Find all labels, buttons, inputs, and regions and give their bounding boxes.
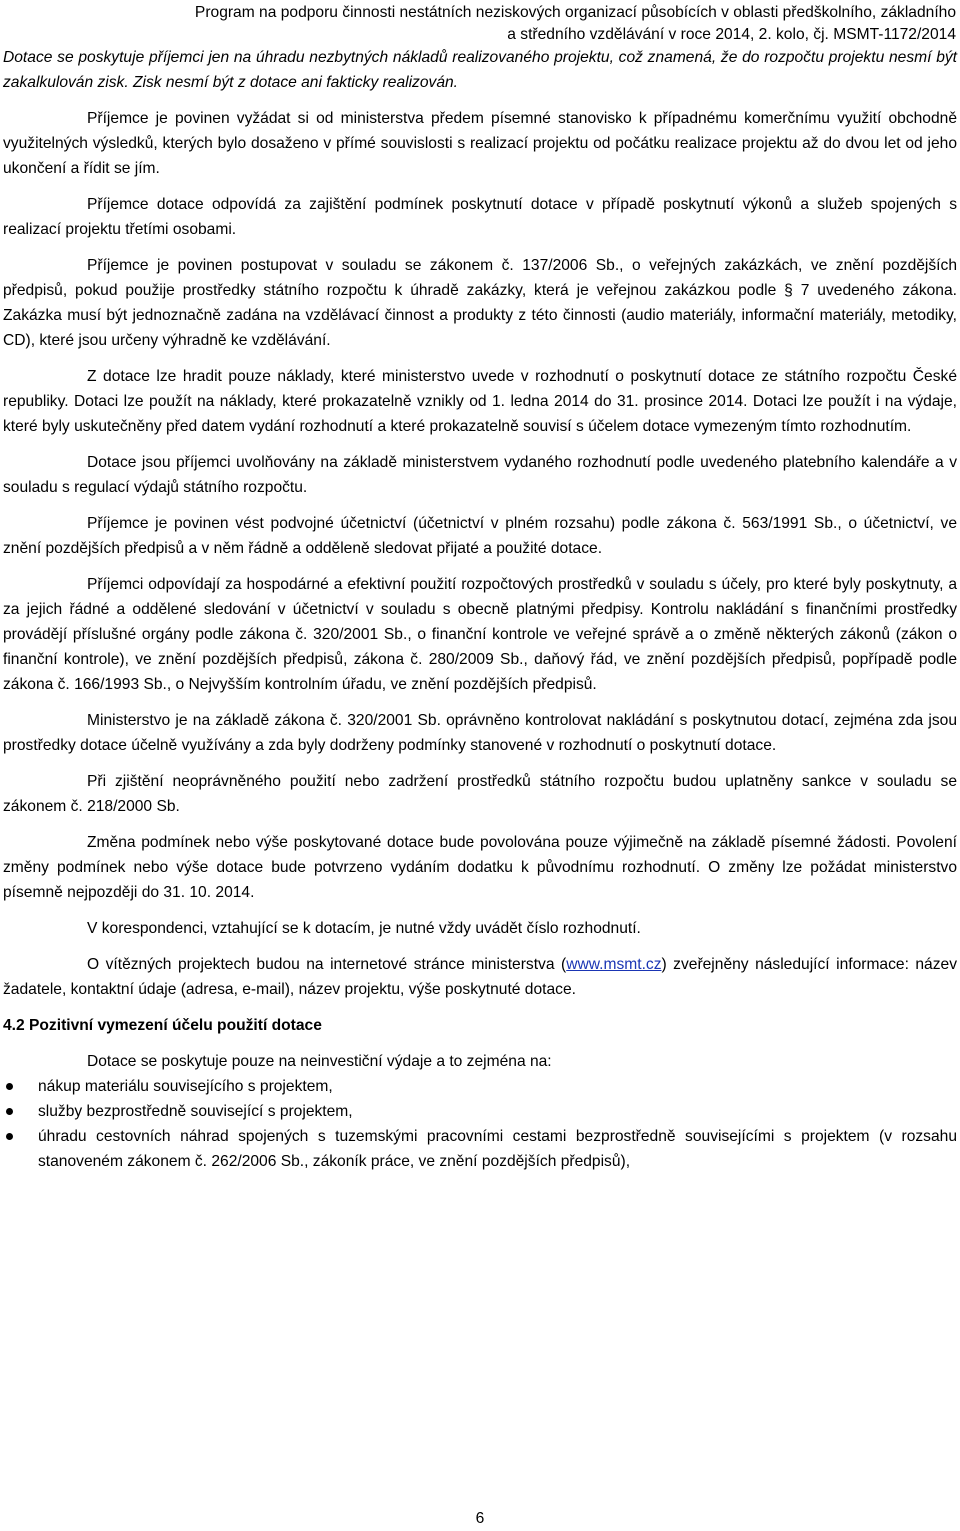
bullet-icon <box>6 1133 13 1140</box>
paragraph-profit-note: Dotace se poskytuje příjemci jen na úhradu nezbytných nákladů realizovaného projektu, což znamená, že do rozpočtu projektu nesmí být zakalkulován zisk. Zisk nesmí být z dotace ani fakticky realizován. <box>3 49 957 91</box>
paragraph-public-procurement: Příjemce je povinen postupovat v souladu se zákonem č. 137/2006 Sb., o veřejných zakázkách, ve znění pozdějších předpisů, pokud použije prostředky státního rozpočtu k úhradě zakázky, která je veřejnou zakázkou podle § 7 uvedeného zákona. Zakázka musí být jednoznačně zadána na vzdělávací činnost a produkty z této činnosti (audio materiály, informační materiály, metodiky, CD), které jsou určeny výhradně ke vzdělávání. <box>3 257 957 349</box>
paragraph-publication <box>3 952 957 1002</box>
paragraph-ministry-control: Ministerstvo je na základě zákona č. 320/2001 Sb. oprávněno kontrolovat nakládání s poskytnutou dotací, zejména zda jsou prostředky dotace účelně využívány a zda byly dodrženy podmínky stanovené v rozhodnutí o poskytnutí dotace. <box>3 712 957 754</box>
list-item <box>3 1099 957 1124</box>
list-item <box>3 1074 957 1099</box>
paragraph-accounting: Příjemce je povinen vést podvojné účetnictví (účetnictví v plném rozsahu) podle zákona č. 563/1991 Sb., o účetnictví, ve znění pozdějších předpisů a v něm řádně a odděleně sledovat přijaté a použité dotace. <box>3 515 957 557</box>
paragraph-changes: Změna podmínek nebo výše poskytované dotace bude povolována pouze výjimečně na základě písemné žádosti. Povolení změny podmínek nebo výše dotace bude potvrzeno vydáním dodatku k původnímu rozhodnutí. O změny lze požádat ministerstvo písemně nejpozději do 31. 10. 2014. <box>3 834 957 901</box>
page-header <box>16 2 956 46</box>
header-line-1: Program na podporu činnosti nestátních neziskových organizací působících v oblasti předškolního, základního <box>194 4 956 21</box>
paragraph-eligible-costs: Z dotace lze hradit pouze náklady, které ministerstvo uvede v rozhodnutí o poskytnutí dotace ze státního rozpočtu České republiky. Dotaci lze použít na náklady, které prokazatelně vznikly od 1. ledna 2014 do 31. prosince 2014. Dotaci lze použít i na výdaje, které byly uskutečněny před datem vydání rozhodnutí a které prokazatelně souvisí s účelem dotace vymezeným tímto rozhodnutím. <box>3 368 957 435</box>
paragraph-payment-release: Dotace jsou příjemci uvolňovány na základě ministerstvem vydaného rozhodnutí podle uvedeného platebního kalendáře a v souladu s regulací výdajů státního rozpočtu. <box>3 454 957 496</box>
eligible-expenses-list <box>3 1074 957 1174</box>
paragraph-third-parties: Příjemce dotace odpovídá za zajištění podmínek poskytnutí dotace v případě poskytnutí výkonů a služeb spojených s realizací projektu třetími osobami. <box>3 196 957 238</box>
section-intro: Dotace se poskytuje pouze na neinvestiční výdaje a to zejména na: <box>87 1053 552 1070</box>
paragraph-correspondence: V korespondenci, vztahující se k dotacím, je nutné vždy uvádět číslo rozhodnutí. <box>87 920 641 937</box>
paragraph-commercial-use: Příjemce je povinen vyžádat si od ministerstva předem písemné stanovisko k případnému komerčnímu využití obchodně využitelných výsledků, kterých bylo dosaženo v přímé souvislosti s realizací projektu od počátku realizace projektu až do dvou let od jeho ukončení a řídit se jím. <box>3 110 957 177</box>
list-item-text: nákup materiálu souvisejícího s projektem, <box>38 1078 333 1095</box>
document-body <box>3 45 957 1174</box>
list-item-text: úhradu cestovních náhrad spojených s tuzemskými pracovními cestami bezprostředně souvisejícími s projektem (v rozsahu stanoveném zákonem č. 262/2006 Sb., zákoník práce, ve znění pozdějších předpisů), <box>38 1128 957 1170</box>
publication-text-before: O vítězných projektech budou na internetové stránce ministerstva ( <box>87 956 567 973</box>
paragraph-sanctions: Při zjištění neoprávněného použití nebo zadržení prostředků státního rozpočtu budou uplatněny sankce v souladu se zákonem č. 218/2000 Sb. <box>3 773 957 815</box>
list-item <box>3 1124 957 1174</box>
paragraph-financial-control: Příjemci odpovídají za hospodárné a efektivní použití rozpočtových prostředků v souladu s účely, pro které byly poskytnuty, a za jejich řádné a oddělené sledování v účetnictví v souladu s obecně platnými předpisy. Kontrolu nakládání s finančními prostředky provádějí příslušné orgány podle zákona č. 320/2001 Sb., o finanční kontrole ve veřejné správě a o změně některých zákonů (zákon o finanční kontrole), ve znění pozdějších předpisů, zákona č. 280/2009 Sb., daňový řád, ve znění pozdějších předpisů, popřípadě podle zákona č. 166/1993 Sb., o Nejvyšším kontrolním úřadu, ve znění pozdějších předpisů. <box>3 576 957 693</box>
page-number: 6 <box>475 1510 485 1527</box>
bullet-icon <box>6 1108 13 1115</box>
bullet-icon <box>6 1083 13 1090</box>
header-line-2: a středního vzdělávání v roce 2014, 2. kolo, čj. MSMT-1172/2014 <box>507 26 956 43</box>
section-heading: 4.2 Pozitivní vymezení účelu použití dotace <box>3 1017 322 1034</box>
list-item-text: služby bezprostředně související s projektem, <box>38 1103 353 1120</box>
msmt-website-link[interactable]: www.msmt.cz <box>566 956 662 973</box>
publication-text-after: ) zveřejněny následující informace: název žadatele, kontaktní údaje (adresa, e-mail), název projektu, výše poskytnuté dotace. <box>3 956 957 998</box>
